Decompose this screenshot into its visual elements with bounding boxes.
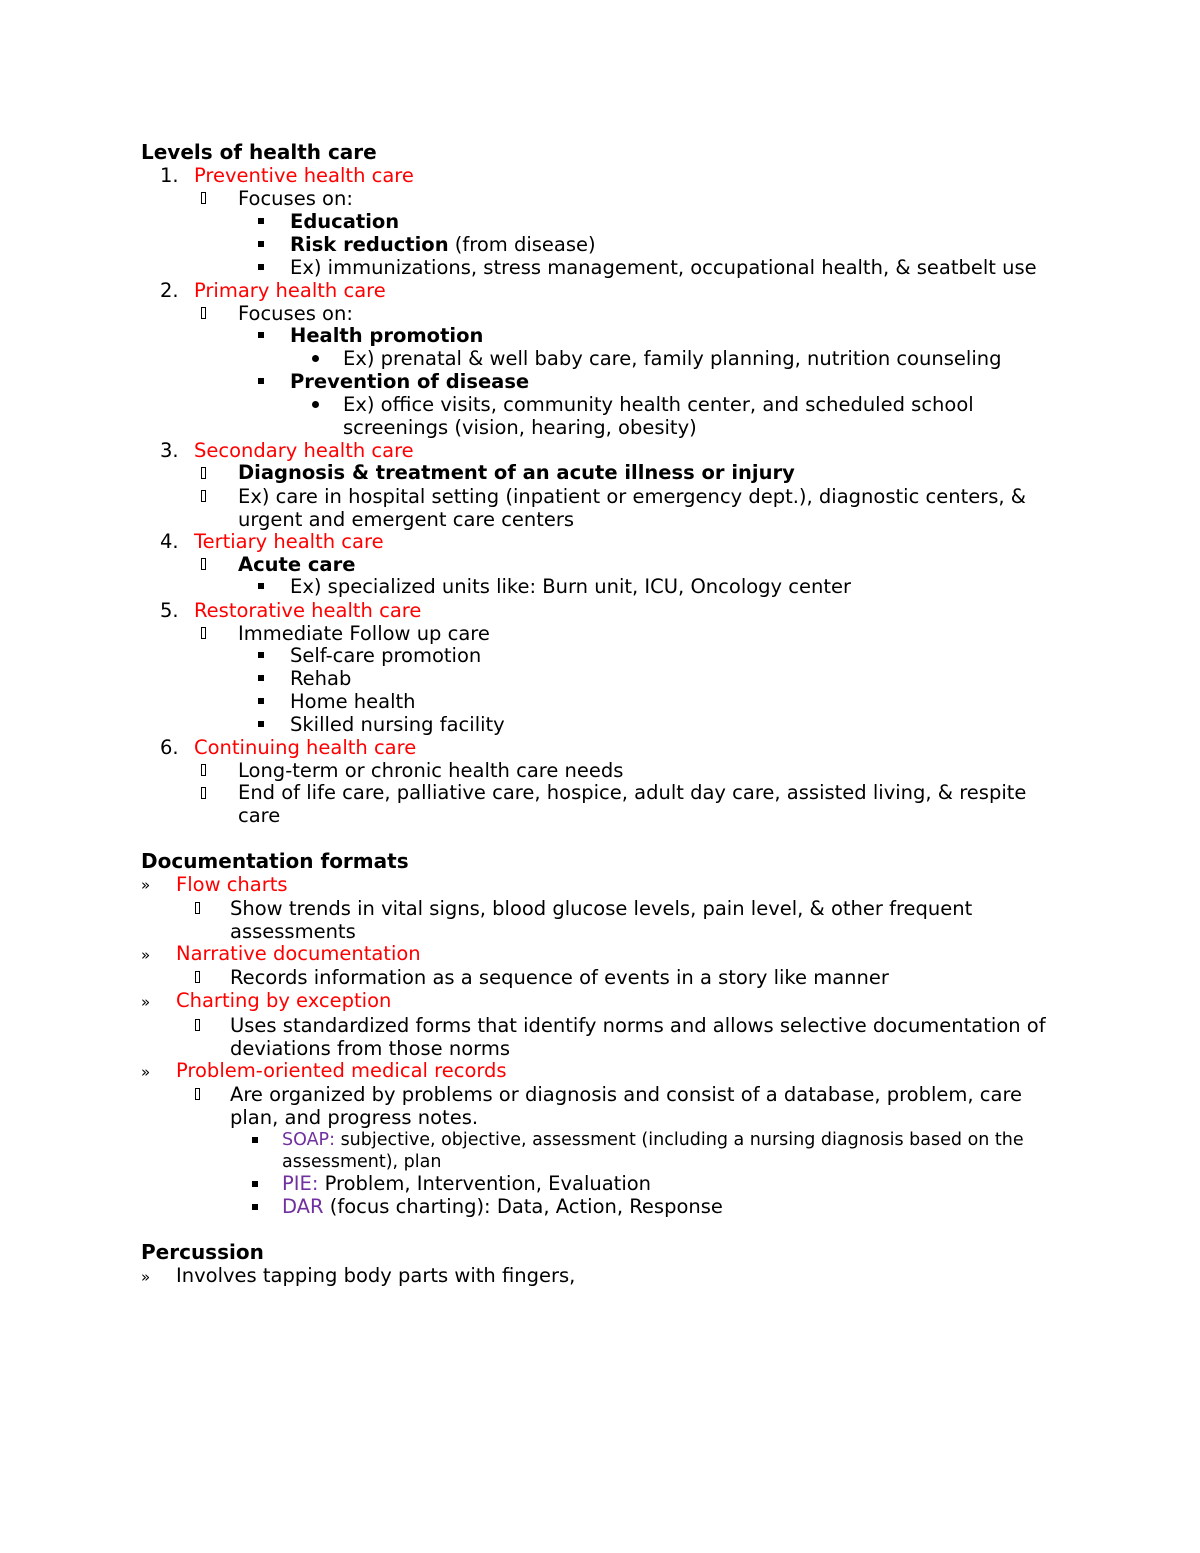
arrow-bullet-icon: » xyxy=(141,1268,151,1286)
level-label-secondary: Secondary health care xyxy=(194,439,414,462)
round-bullet-icon xyxy=(312,401,319,408)
arrow-bullet-icon: » xyxy=(141,946,151,964)
arrow-bullet-icon: » xyxy=(141,1063,151,1081)
doc-format-flow-charts: Flow charts xyxy=(176,873,288,896)
square-bullet-icon xyxy=(258,675,264,681)
square-bullet-icon xyxy=(252,1204,258,1210)
list-item: Are organized by problems or diagnosis and consist of a database, problem, care xyxy=(230,1083,1023,1106)
list-item: Show trends in vital signs, blood glucose levels, pain level, & other frequent xyxy=(230,897,973,920)
bullet-box-icon xyxy=(201,627,206,639)
list-item: End of life care, palliative care, hospice, adult day care, assisted living, & respite xyxy=(238,781,1027,804)
list-item: Home health xyxy=(290,690,416,713)
arrow-bullet-icon: » xyxy=(141,993,151,1011)
list-item-continuation: care xyxy=(238,804,281,827)
square-bullet-icon xyxy=(258,241,264,247)
list-item: Acute care xyxy=(238,553,356,576)
bullet-box-icon xyxy=(195,1019,200,1031)
list-item: Ex) prenatal & well baby care, family planning, nutrition counseling xyxy=(343,347,1002,370)
list-item: Diagnosis & treatment of an acute illness or injury xyxy=(238,461,795,484)
round-bullet-icon xyxy=(312,355,319,362)
bullet-box-icon xyxy=(201,764,206,776)
list-item-continuation: screenings (vision, hearing, obesity) xyxy=(343,416,697,439)
list-number: 1. xyxy=(160,164,179,187)
list-number: 3. xyxy=(160,439,179,462)
level-label-continuing: Continuing health care xyxy=(194,736,417,759)
list-item: Focuses on: xyxy=(238,187,353,210)
section-title-levels: Levels of health care xyxy=(141,140,377,164)
square-bullet-icon xyxy=(258,583,264,589)
list-item: DAR (focus charting): Data, Action, Response xyxy=(282,1195,723,1218)
square-bullet-icon xyxy=(252,1181,258,1187)
list-item: Records information as a sequence of events in a story like manner xyxy=(230,966,889,989)
bullet-box-icon xyxy=(195,1088,200,1100)
bullet-box-icon xyxy=(201,192,206,204)
list-item: PIE: Problem, Intervention, Evaluation xyxy=(282,1172,652,1195)
square-bullet-icon xyxy=(258,378,264,384)
square-bullet-icon xyxy=(258,721,264,727)
list-item: Self-care promotion xyxy=(290,644,482,667)
list-item: Ex) office visits, community health center, and scheduled school xyxy=(343,393,974,416)
bullet-box-icon xyxy=(201,558,206,570)
bullet-box-icon xyxy=(195,902,200,914)
list-item: Focuses on: xyxy=(238,302,353,325)
list-item-continuation: urgent and emergent care centers xyxy=(238,508,575,531)
list-item: Prevention of disease xyxy=(290,370,530,393)
arrow-bullet-icon: » xyxy=(141,876,151,894)
list-item: Rehab xyxy=(290,667,352,690)
list-item-continuation: deviations from those norms xyxy=(230,1037,510,1060)
square-bullet-icon xyxy=(258,698,264,704)
bullet-box-icon xyxy=(201,787,206,799)
list-item: Health promotion xyxy=(290,324,484,347)
list-item: Involves tapping body parts with fingers, xyxy=(176,1264,576,1287)
doc-format-charting-by-exception: Charting by exception xyxy=(176,989,392,1012)
bullet-box-icon xyxy=(201,307,206,319)
square-bullet-icon xyxy=(252,1137,258,1143)
list-item: Long-term or chronic health care needs xyxy=(238,759,624,782)
doc-format-problem-oriented: Problem-oriented medical records xyxy=(176,1059,507,1082)
list-number: 5. xyxy=(160,599,179,622)
list-item: Immediate Follow up care xyxy=(238,622,490,645)
square-bullet-icon xyxy=(258,652,264,658)
list-item: SOAP: subjective, objective, assessment (including a nursing diagnosis based on the xyxy=(282,1130,1024,1150)
list-item: Education xyxy=(290,210,400,233)
list-item: Ex) specialized units like: Burn unit, ICU, Oncology center xyxy=(290,575,852,598)
section-title-percussion: Percussion xyxy=(141,1240,264,1264)
list-item: Skilled nursing facility xyxy=(290,713,505,736)
bullet-box-icon xyxy=(201,490,206,502)
list-item-continuation: assessment), plan xyxy=(282,1152,442,1172)
list-item: Uses standardized forms that identify norms and allows selective documentation of xyxy=(230,1014,1046,1037)
level-label-tertiary: Tertiary health care xyxy=(194,530,384,553)
list-item: Risk reduction (from disease) xyxy=(290,233,596,256)
list-item-continuation: assessments xyxy=(230,920,356,943)
square-bullet-icon xyxy=(258,332,264,338)
list-number: 4. xyxy=(160,530,179,553)
doc-format-narrative: Narrative documentation xyxy=(176,942,421,965)
level-label-restorative: Restorative health care xyxy=(194,599,422,622)
list-number: 6. xyxy=(160,736,179,759)
bullet-box-icon xyxy=(195,971,200,983)
square-bullet-icon xyxy=(258,264,264,270)
bullet-box-icon xyxy=(201,467,206,479)
list-number: 2. xyxy=(160,279,179,302)
list-item-continuation: plan, and progress notes. xyxy=(230,1106,479,1129)
level-label-preventive: Preventive health care xyxy=(194,164,414,187)
list-item: Ex) immunizations, stress management, occupational health, & seatbelt use xyxy=(290,256,1037,279)
level-label-primary: Primary health care xyxy=(194,279,386,302)
list-item: Ex) care in hospital setting (inpatient or emergency dept.), diagnostic centers, & xyxy=(238,485,1026,508)
section-title-documentation: Documentation formats xyxy=(141,849,409,873)
square-bullet-icon xyxy=(258,218,264,224)
